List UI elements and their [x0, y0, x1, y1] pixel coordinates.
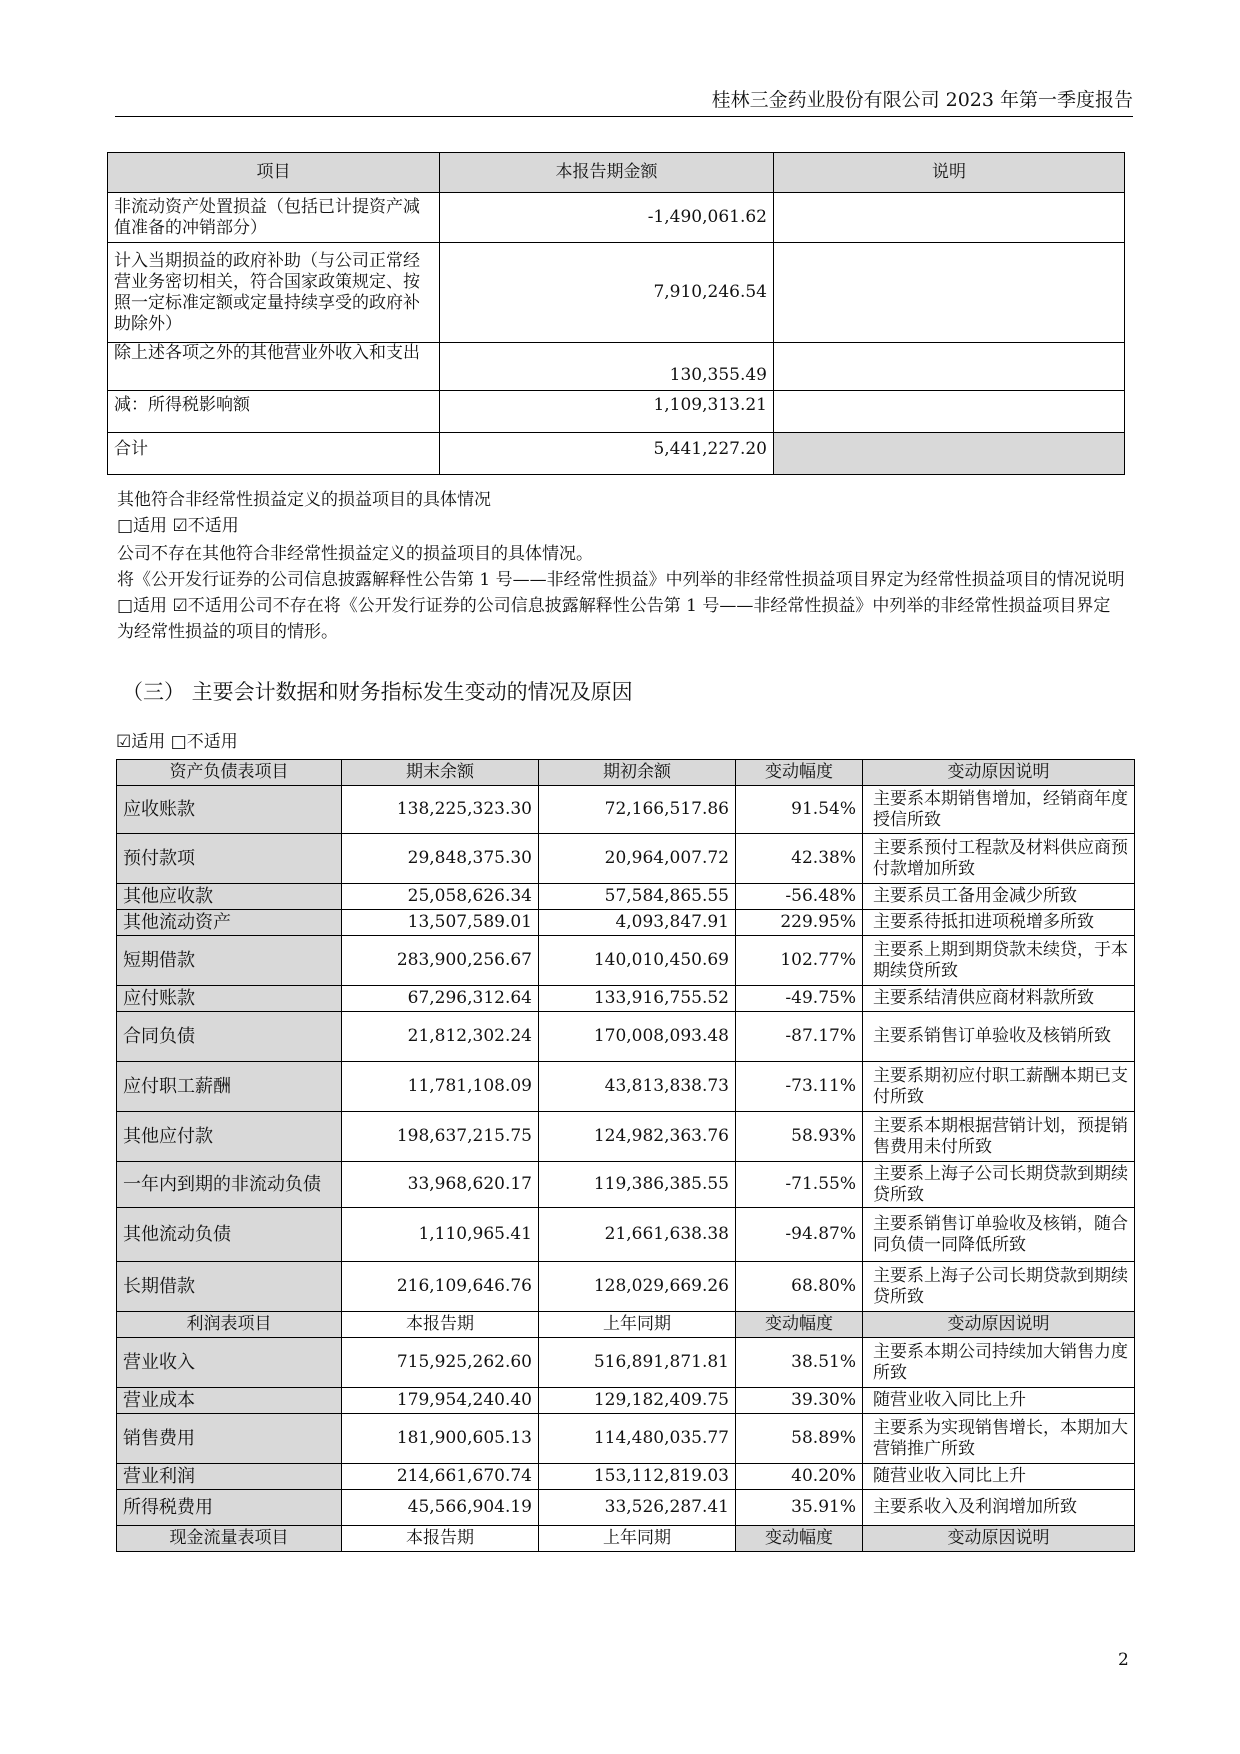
item-cell: 计入当期损益的政府补助（与公司正常经营业务密切相关，符合国家政策规定、按照一定标准定额或定量持续享受的政府补助除外）: [108, 243, 440, 343]
change-cell: 39.30%: [736, 1388, 863, 1414]
change-cell: 102.77%: [736, 936, 863, 986]
table-row: [108, 243, 1125, 343]
col-header: 本报告期: [342, 1312, 539, 1338]
change-cell: 40.20%: [736, 1464, 863, 1490]
item-cell: 营业成本: [117, 1388, 342, 1414]
table-row: [117, 910, 1135, 936]
section-title: （三） 主要会计数据和财务指标发生变动的情况及原因: [122, 680, 633, 704]
reason-cell: 主要系上海子公司长期贷款到期续贷所致: [863, 1262, 1135, 1312]
item-cell: 预付款项: [117, 834, 342, 884]
reason-cell: 随营业收入同比上升: [863, 1464, 1135, 1490]
item-cell: 其他流动负债: [117, 1208, 342, 1262]
col-header: 变动幅度: [736, 1526, 863, 1552]
note-cell: [774, 391, 1125, 433]
change-cell: 229.95%: [736, 910, 863, 936]
col-header: 变动原因说明: [863, 1526, 1135, 1552]
reason-cell: 主要系销售订单验收及核销，随合同负债一同降低所致: [863, 1208, 1135, 1262]
item-cell: 营业收入: [117, 1338, 342, 1388]
table-row: [117, 1112, 1135, 1162]
changes-table: [116, 759, 1135, 1552]
amount-cell: -1,490,061.62: [440, 193, 774, 243]
amount-cell: 43,813,838.73: [539, 1062, 736, 1112]
col-header: 变动幅度: [736, 760, 863, 786]
reason-cell: 主要系期初应付职工薪酬本期已支付所致: [863, 1062, 1135, 1112]
table-row: [108, 193, 1125, 243]
page-header: [115, 88, 1133, 117]
table-row: [108, 343, 1125, 391]
col-header: 变动幅度: [736, 1312, 863, 1338]
reason-cell: 主要系为实现销售增长，本期加大营销推广所致: [863, 1414, 1135, 1464]
note-cell: [774, 193, 1125, 243]
reason-cell: 主要系本期销售增加，经销商年度授信所致: [863, 786, 1135, 834]
amount-cell: 130,355.49: [440, 343, 774, 391]
table-row: [117, 1262, 1135, 1312]
table-row: [108, 391, 1125, 433]
reason-cell: 主要系员工备用金减少所致: [863, 884, 1135, 910]
item-cell: 其他流动资产: [117, 910, 342, 936]
reason-cell: 主要系上海子公司长期贷款到期续贷所致: [863, 1162, 1135, 1208]
col-header: 期末余额: [342, 760, 539, 786]
item-cell: 减：所得税影响额: [108, 391, 440, 433]
table-row: [117, 1208, 1135, 1262]
amount-cell: 216,109,646.76: [342, 1262, 539, 1312]
col-header: 资产负债表项目: [117, 760, 342, 786]
reason-cell: 主要系本期公司持续加大销售力度所致: [863, 1338, 1135, 1388]
amount-cell: 198,637,215.75: [342, 1112, 539, 1162]
item-cell: 应收账款: [117, 786, 342, 834]
note-cell: [774, 343, 1125, 391]
amount-cell: 119,386,385.55: [539, 1162, 736, 1208]
col-header: 变动原因说明: [863, 1312, 1135, 1338]
applicable-options: □适用 ☑不适用: [117, 516, 239, 536]
reason-cell: 主要系上期到期贷款未续贷，于本期续贷所致: [863, 936, 1135, 986]
col-header: 变动原因说明: [863, 760, 1135, 786]
item-cell: 其他应收款: [117, 884, 342, 910]
amount-cell: 283,900,256.67: [342, 936, 539, 986]
reason-cell: 主要系销售订单验收及核销所致: [863, 1012, 1135, 1062]
amount-cell: 45,566,904.19: [342, 1490, 539, 1526]
col-header: 项目: [108, 153, 440, 193]
table-row: [117, 1464, 1135, 1490]
amount-cell: 140,010,450.69: [539, 936, 736, 986]
change-cell: 68.80%: [736, 1262, 863, 1312]
amount-cell: 11,781,108.09: [342, 1062, 539, 1112]
amount-cell: 181,900,605.13: [342, 1414, 539, 1464]
change-cell: 38.51%: [736, 1338, 863, 1388]
table-row: [117, 884, 1135, 910]
paragraph: 将《公开发行证券的公司信息披露解释性公告第 1 号——非经常性损益》中列举的非经常性损益项目界定为经常性损益项目的情况说明 □适用 ☑不适用公司不存在将《公开发行证券的公司信息披露解释性公告第 1 号——非经常性损益》中列举的非经常性损益项目界定为经常性损益的项目的情形。: [117, 570, 1125, 642]
amount-cell: 33,526,287.41: [539, 1490, 736, 1526]
amount-cell: 129,182,409.75: [539, 1388, 736, 1414]
paragraph: 其他符合非经常性损益定义的损益项目的具体情况: [117, 490, 491, 510]
amount-cell: 21,661,638.38: [539, 1208, 736, 1262]
col-header: 利润表项目: [117, 1312, 342, 1338]
item-cell: 除上述各项之外的其他营业外收入和支出: [108, 343, 440, 391]
reason-cell: 主要系预付工程款及材料供应商预付款增加所致: [863, 834, 1135, 884]
table-row: [117, 1012, 1135, 1062]
income-rows: [117, 1338, 1135, 1526]
page-number: 2: [1118, 1650, 1129, 1670]
amount-cell: 57,584,865.55: [539, 884, 736, 910]
amount-cell: 21,812,302.24: [342, 1012, 539, 1062]
table-row: [117, 1388, 1135, 1414]
change-cell: -87.17%: [736, 1012, 863, 1062]
col-header: 期初余额: [539, 760, 736, 786]
item-cell: 短期借款: [117, 936, 342, 986]
change-cell: -56.48%: [736, 884, 863, 910]
col-header: 本报告期金额: [440, 153, 774, 193]
change-cell: 91.54%: [736, 786, 863, 834]
table-row: [117, 1414, 1135, 1464]
amount-cell: 138,225,323.30: [342, 786, 539, 834]
amount-cell: 214,661,670.74: [342, 1464, 539, 1490]
table-header: [117, 1526, 1135, 1552]
col-header: 本报告期: [342, 1526, 539, 1552]
table-row: [117, 986, 1135, 1012]
amount-cell: 72,166,517.86: [539, 786, 736, 834]
change-cell: 58.89%: [736, 1414, 863, 1464]
amount-cell: 114,480,035.77: [539, 1414, 736, 1464]
note-cell: [774, 243, 1125, 343]
amount-cell: 1,109,313.21: [440, 391, 774, 433]
amount-cell: 715,925,262.60: [342, 1338, 539, 1388]
change-cell: -49.75%: [736, 986, 863, 1012]
col-header: 上年同期: [539, 1312, 736, 1338]
change-cell: -94.87%: [736, 1208, 863, 1262]
item-cell: 合计: [108, 433, 440, 475]
item-cell: 营业利润: [117, 1464, 342, 1490]
report-title: 桂林三金药业股份有限公司 2023 年第一季度报告: [711, 89, 1133, 111]
reason-cell: 主要系本期根据营销计划，预提销售费用未付所致: [863, 1112, 1135, 1162]
amount-cell: 25,058,626.34: [342, 884, 539, 910]
table-row: [117, 1490, 1135, 1526]
col-header: 说明: [774, 153, 1125, 193]
note-cell: [774, 433, 1125, 475]
item-cell: 合同负债: [117, 1012, 342, 1062]
item-cell: 一年内到期的非流动负债: [117, 1162, 342, 1208]
amount-cell: 170,008,093.48: [539, 1012, 736, 1062]
amount-cell: 133,916,755.52: [539, 986, 736, 1012]
change-cell: 42.38%: [736, 834, 863, 884]
change-cell: 58.93%: [736, 1112, 863, 1162]
item-cell: 长期借款: [117, 1262, 342, 1312]
amount-cell: 7,910,246.54: [440, 243, 774, 343]
amount-cell: 179,954,240.40: [342, 1388, 539, 1414]
change-cell: -71.55%: [736, 1162, 863, 1208]
reason-cell: 主要系结清供应商材料款所致: [863, 986, 1135, 1012]
reason-cell: 随营业收入同比上升: [863, 1388, 1135, 1414]
item-cell: 应付职工薪酬: [117, 1062, 342, 1112]
amount-cell: 1,110,965.41: [342, 1208, 539, 1262]
item-cell: 所得税费用: [117, 1490, 342, 1526]
table-header: [117, 760, 1135, 786]
amount-cell: 67,296,312.64: [342, 986, 539, 1012]
paragraph: 公司不存在其他符合非经常性损益定义的损益项目的具体情况。: [117, 544, 593, 564]
applicable-options: ☑适用 □不适用: [116, 732, 238, 752]
table-row: [117, 1062, 1135, 1112]
change-cell: 35.91%: [736, 1490, 863, 1526]
item-cell: 销售费用: [117, 1414, 342, 1464]
item-cell: 非流动资产处置损益（包括已计提资产减值准备的冲销部分）: [108, 193, 440, 243]
col-header: 现金流量表项目: [117, 1526, 342, 1552]
amount-cell: 20,964,007.72: [539, 834, 736, 884]
amount-cell: 124,982,363.76: [539, 1112, 736, 1162]
non-recurring-table: [107, 152, 1125, 475]
table-row: [108, 433, 1125, 475]
item-cell: 应付账款: [117, 986, 342, 1012]
table-row: [117, 1338, 1135, 1388]
col-header: 上年同期: [539, 1526, 736, 1552]
amount-cell: 153,112,819.03: [539, 1464, 736, 1490]
amount-cell: 128,029,669.26: [539, 1262, 736, 1312]
amount-cell: 516,891,871.81: [539, 1338, 736, 1388]
amount-cell: 33,968,620.17: [342, 1162, 539, 1208]
amount-cell: 5,441,227.20: [440, 433, 774, 475]
table-row: [117, 834, 1135, 884]
amount-cell: 29,848,375.30: [342, 834, 539, 884]
balance-rows: [117, 786, 1135, 1312]
amount-cell: 4,093,847.91: [539, 910, 736, 936]
item-cell: 其他应付款: [117, 1112, 342, 1162]
reason-cell: 主要系待抵扣进项税增多所致: [863, 910, 1135, 936]
change-cell: -73.11%: [736, 1062, 863, 1112]
amount-cell: 13,507,589.01: [342, 910, 539, 936]
table-row: [117, 786, 1135, 834]
table-header: [117, 1312, 1135, 1338]
table-header: [108, 153, 1125, 193]
table-row: [117, 936, 1135, 986]
reason-cell: 主要系收入及利润增加所致: [863, 1490, 1135, 1526]
table-row: [117, 1162, 1135, 1208]
